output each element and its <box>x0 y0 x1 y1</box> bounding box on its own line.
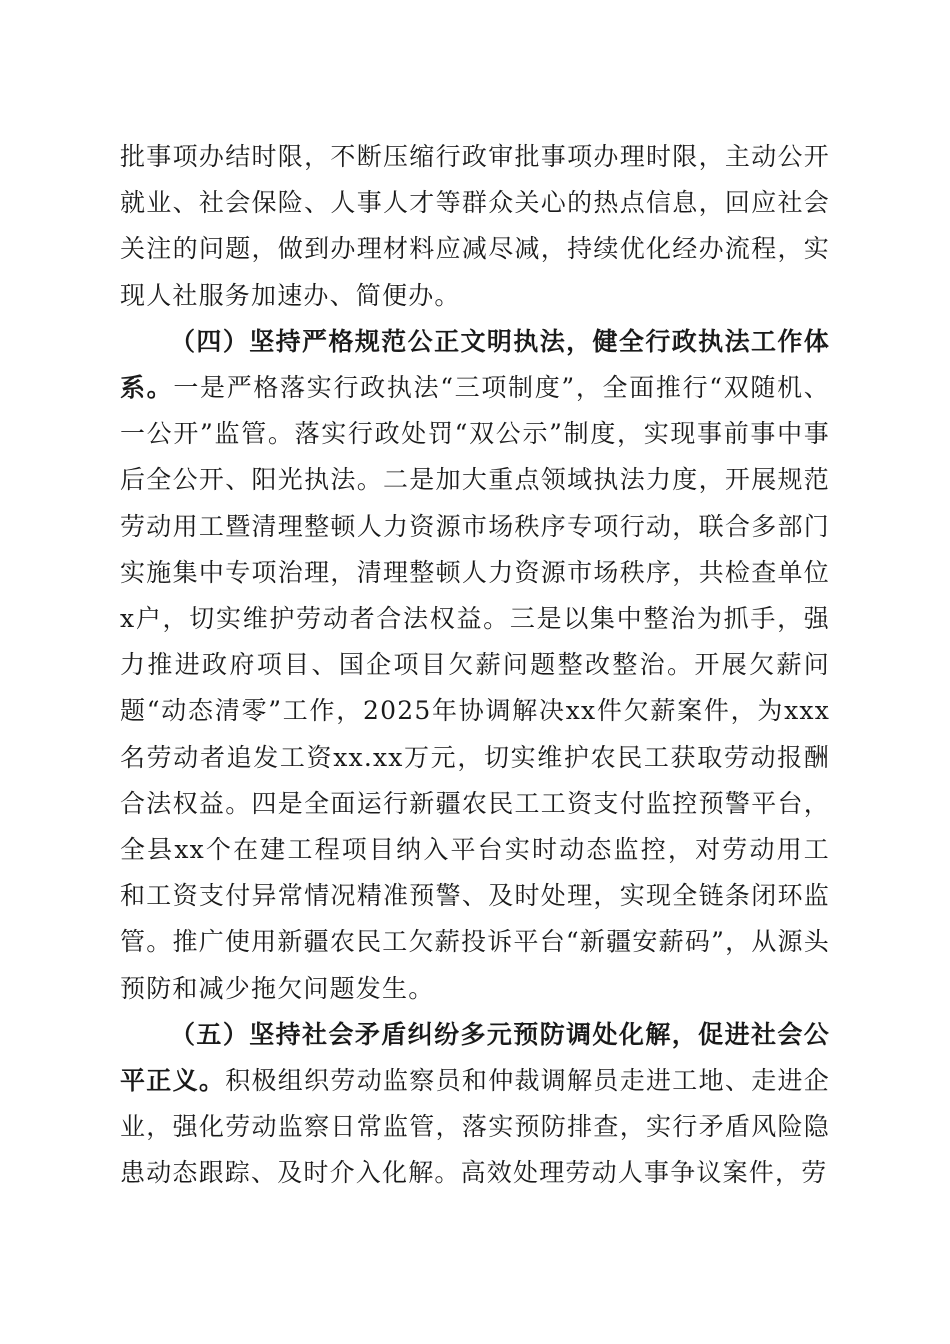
paragraph-text: 批事项办结时限，不断压缩行政审批事项办理时限，主动公开就业、社会保险、人事人才等群众关心的热点信息，回应社会关注的问题，做到办理材料应减尽减，持续优化经办流程，实现人社服务加速办、简便办。 <box>120 142 830 310</box>
paragraph-text: 积极组织劳动监察员和仲裁调解员走进工地、走进企业，强化劳动监察日常监管，落实预防排查，实行矛盾风险隐患动态跟踪、及时介入化解。高效处理劳动人事争议案件，劳 <box>120 1066 830 1188</box>
paragraph-text: 一是严格落实行政执法“三项制度”，全面推行“双随机、一公开”监管。落实行政处罚“双公示”制度，实现事前事中事后全公开、阳光执法。二是加大重点领域执法力度，开展规范劳动用工暨清理整顿人力资源市场秩序专项行动，联合多部门实施集中专项治理，清理整顿人力资源市场秩序，共检查单位x户，切实维护劳动者合法权益。三是以集中整治为抓手，强力推进政府项目、国企项目欠薪问题整改整治。开展欠薪问题“动态清零”工作，2025年协调解决xx件欠薪案件，为xxx名劳动者追发工资xx.xx万元，切实维护农民工获取劳动报酬合法权益。四是全面运行新疆农民工工资支付监控预警平台，全县xx个在建工程项目纳入平台实时动态监控，对劳动用工和工资支付异常情况精准预警、及时处理，实现全链条闭环监管。推广使用新疆农民工欠薪投诉平台“新疆安薪码”，从源头预防和减少拖欠问题发生。 <box>120 373 830 1003</box>
document-body <box>120 134 830 1197</box>
paragraph-section-five <box>120 1012 830 1197</box>
paragraph-continuation <box>120 134 830 319</box>
section-four-heading: （四）坚持严格规范公正文明执法，健全行政执法工作体系。 <box>120 326 830 403</box>
paragraph-section-four <box>120 319 830 1012</box>
section-five-heading: （五）坚持社会矛盾纠纷多元预防调处化解，促进社会公平正义。 <box>120 1019 830 1096</box>
